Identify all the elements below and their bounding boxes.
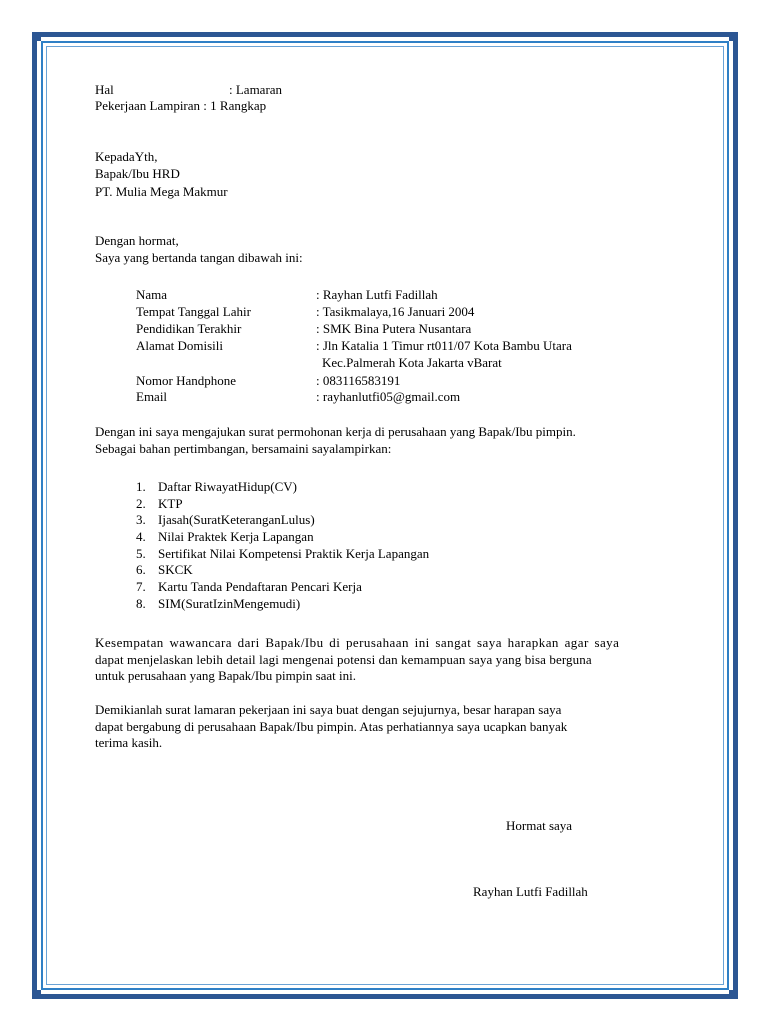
list-item xyxy=(136,511,315,528)
data-row-address xyxy=(136,337,572,354)
list-item xyxy=(136,561,193,578)
application-line-2: Sebagai bahan pertimbangan, bersamaini sayalampirkan: xyxy=(95,441,392,456)
list-number: 6. xyxy=(136,562,146,577)
list-text: Ijasah(SuratKeteranganLulus) xyxy=(158,512,315,527)
list-number: 7. xyxy=(136,579,146,594)
data-value: : rayhanlutfi05@gmail.com xyxy=(316,389,461,404)
data-label: Alamat Domisili xyxy=(136,338,224,353)
list-item xyxy=(136,528,314,545)
subject-line xyxy=(95,81,282,98)
list-text: KTP xyxy=(158,496,183,511)
data-value: : Jln Katalia 1 Timur rt011/07 Kota Bambu Utara xyxy=(316,338,572,353)
subject-label: Hal xyxy=(95,82,114,97)
data-row-name xyxy=(136,286,438,303)
list-item xyxy=(136,478,297,495)
list-item xyxy=(136,495,183,512)
list-text: Daftar RiwayatHidup(CV) xyxy=(158,479,297,494)
salutation: Dengan hormat, xyxy=(95,233,179,248)
application-line-1: Dengan ini saya mengajukan surat permohonan kerja di perusahaan yang Bapak/Ibu pimpin. xyxy=(95,424,576,439)
recipient-line-1: KepadaYth, xyxy=(95,149,158,164)
list-number: 4. xyxy=(136,529,146,544)
data-row-address-continued: Kec.Palmerah Kota Jakarta vBarat xyxy=(322,355,502,370)
recipient-line-2: Bapak/Ibu HRD xyxy=(95,166,180,181)
list-number: 5. xyxy=(136,546,146,561)
data-row-phone xyxy=(136,372,400,389)
list-number: 3. xyxy=(136,512,146,527)
closing-line-1: Demikianlah surat lamaran pekerjaan ini saya buat dengan sejujurnya, besar harapan saya xyxy=(95,702,562,717)
list-number: 1. xyxy=(136,479,146,494)
attachment-count-line: Pekerjaan Lampiran : 1 Rangkap xyxy=(95,98,267,113)
interview-line-1: Kesempatan wawancara dari Bapak/Ibu di perusahaan ini sangat saya harapkan agar saya xyxy=(95,635,620,650)
data-value: : Rayhan Lutfi Fadillah xyxy=(316,287,438,302)
list-number: 8. xyxy=(136,596,146,611)
subject-value: : Lamaran xyxy=(229,82,283,97)
closing-line-2: dapat bergabung di perusahaan Bapak/Ibu pimpin. Atas perhatiannya saya ucapkan banyak xyxy=(95,719,568,734)
list-item xyxy=(136,595,300,612)
list-number: 2. xyxy=(136,496,146,511)
data-label: Nama xyxy=(136,287,168,302)
interview-line-2: dapat menjelaskan lebih detail lagi mengenai potensi dan kemampuan saya yang bisa berguna xyxy=(95,652,592,667)
data-row-email xyxy=(136,388,460,405)
data-label: Email xyxy=(136,389,168,404)
list-text: SIM(SuratIzinMengemudi) xyxy=(158,596,301,611)
intro-line: Saya yang bertanda tangan dibawah ini: xyxy=(95,250,303,265)
closing-salutation: Hormat saya xyxy=(506,818,573,833)
list-text: Kartu Tanda Pendaftaran Pencari Kerja xyxy=(158,579,362,594)
data-value: : SMK Bina Putera Nusantara xyxy=(316,321,472,336)
list-text: SKCK xyxy=(158,562,193,577)
recipient-company: PT. Mulia Mega Makmur xyxy=(95,184,228,199)
closing-line-3: terima kasih. xyxy=(95,735,163,750)
list-text: Sertifikat Nilai Kompetensi Praktik Kerja Lapangan xyxy=(158,546,430,561)
data-label: Tempat Tanggal Lahir xyxy=(136,304,251,319)
data-label: Pendidikan Terakhir xyxy=(136,321,242,336)
data-value: : Tasikmalaya,16 Januari 2004 xyxy=(316,304,475,319)
data-label: Nomor Handphone xyxy=(136,373,237,388)
signer-name: Rayhan Lutfi Fadillah xyxy=(473,884,588,899)
list-item xyxy=(136,545,429,562)
data-row-birth xyxy=(136,303,474,320)
data-row-education xyxy=(136,320,471,337)
data-value: : 083116583191 xyxy=(316,373,401,388)
interview-line-3: untuk perusahaan yang Bapak/Ibu pimpin saat ini. xyxy=(95,668,357,683)
list-text: Nilai Praktek Kerja Lapangan xyxy=(158,529,314,544)
list-item xyxy=(136,578,362,595)
